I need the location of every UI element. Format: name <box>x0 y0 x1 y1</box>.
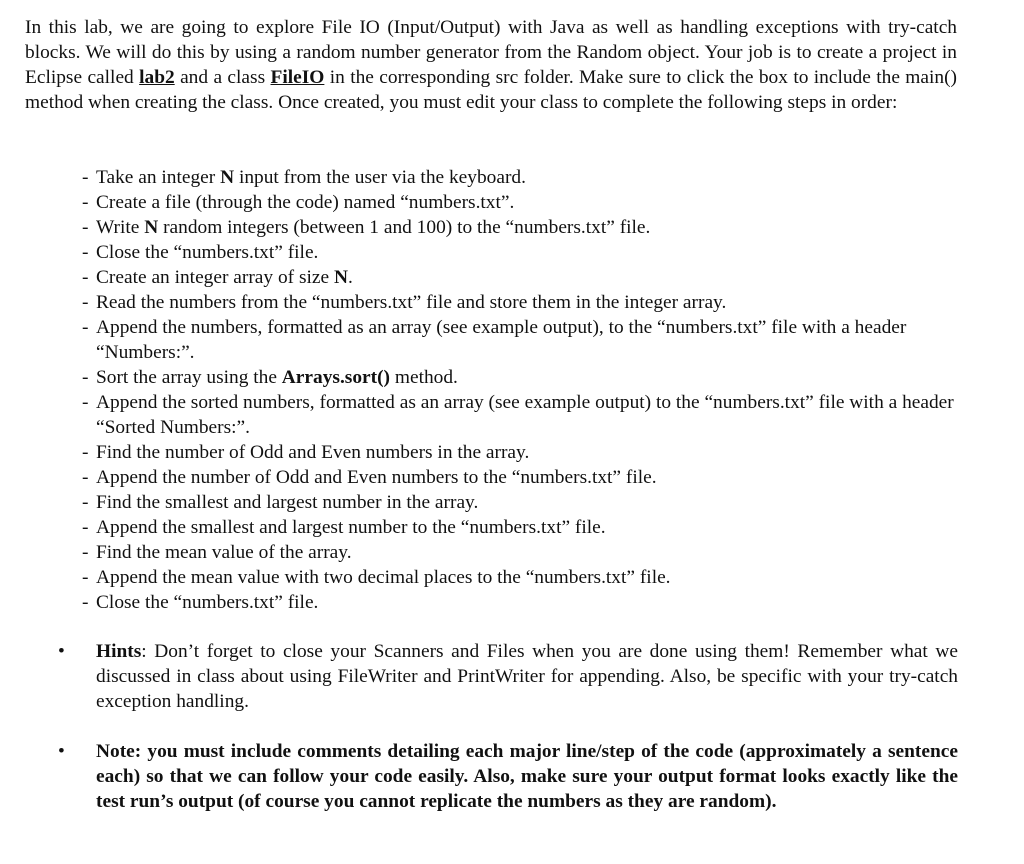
step-item <box>82 465 958 490</box>
step-text: random integers (between 1 and 100) to the “numbers.txt” file. <box>158 217 651 238</box>
dash-marker: - <box>82 517 89 538</box>
step-text: Append the smallest and largest number to the “numbers.txt” file. <box>96 517 606 538</box>
dash-marker: - <box>82 492 89 513</box>
dash-marker: - <box>82 292 89 313</box>
step-item <box>82 165 958 190</box>
intro-paragraph <box>25 15 957 115</box>
note-section <box>58 739 958 814</box>
intro-part1: In this lab, we are going to explore File IO (Input/Output) with Java as well as handling exceptions with try-catch blocks. We will do this by using a random number generator from the Random object. Your job is to create a project in Eclipse called <box>25 17 957 88</box>
step-item <box>82 390 958 440</box>
step-text: . <box>347 267 353 288</box>
step-text: Append the sorted numbers, formatted as an array (see example output) to the “numbers.txt” file with a header “Sorted Numbers:”. <box>96 392 954 438</box>
dash-marker: - <box>82 392 89 413</box>
dash-marker: - <box>82 217 89 238</box>
dash-marker: - <box>82 267 89 288</box>
step-text: Find the number of Odd and Even numbers in the array. <box>96 442 530 463</box>
step-text: Close the “numbers.txt” file. <box>96 242 319 263</box>
note-text: Note: you must include comments detailing each major line/step of the code (approximately a sentence each) so that we can follow your code easily. Also, make sure your output format looks exactly like the test run’s output (of course you cannot replicate the numbers as they are random). <box>96 741 958 812</box>
step-item <box>82 590 958 615</box>
dash-marker: - <box>82 542 89 563</box>
step-text: Append the numbers, formatted as an array (see example output), to the “numbers.txt” file with a header “Numbers:”. <box>96 317 907 363</box>
steps-list <box>82 165 958 615</box>
dash-marker: - <box>82 467 89 488</box>
step-text: Find the smallest and largest number in the array. <box>96 492 479 513</box>
hints-section <box>58 639 958 714</box>
note-item <box>58 739 958 814</box>
step-bold: N <box>220 167 235 188</box>
dash-marker: - <box>82 442 89 463</box>
step-item <box>82 215 958 240</box>
step-text: input from the user via the keyboard. <box>234 167 526 188</box>
step-item <box>82 440 958 465</box>
step-text: Close the “numbers.txt” file. <box>96 592 319 613</box>
dash-marker: - <box>82 567 89 588</box>
bullet-icon: • <box>58 741 65 762</box>
step-text: Append the mean value with two decimal places to the “numbers.txt” file. <box>96 567 671 588</box>
step-item <box>82 240 958 265</box>
step-item <box>82 365 958 390</box>
step-item <box>82 190 958 215</box>
intro-part3: in the corresponding src folder. Make sure to click the box to include the main() method when creating the class. Once created, you must edit your class to complete the following steps in order: <box>25 67 957 113</box>
step-item <box>82 490 958 515</box>
intro-part2: and a class <box>174 67 271 88</box>
step-text: Append the number of Odd and Even numbers to the “numbers.txt” file. <box>96 467 657 488</box>
step-text: Find the mean value of the array. <box>96 542 352 563</box>
dash-marker: - <box>82 592 89 613</box>
step-text: Take an integer <box>96 167 221 188</box>
class-name: FileIO <box>270 67 325 88</box>
step-item <box>82 540 958 565</box>
intro-text <box>25 15 957 115</box>
dash-marker: - <box>82 317 89 338</box>
step-bold: N <box>144 217 159 238</box>
dash-marker: - <box>82 242 89 263</box>
step-text: Create an integer array of size <box>96 267 334 288</box>
dash-marker: - <box>82 192 89 213</box>
step-item <box>82 265 958 290</box>
hints-item <box>58 639 958 714</box>
step-text: Sort the array using the <box>96 367 282 388</box>
step-item <box>82 565 958 590</box>
step-bold: Arrays.sort() <box>281 367 391 388</box>
hints-text: : Don’t forget to close your Scanners and Files when you are done using them! Remember what we discussed in class about using FileWriter and PrintWriter for appending. Also, be specific with your try-catch exception handling. <box>96 641 958 712</box>
bullet-icon: • <box>58 641 65 662</box>
step-item <box>82 515 958 540</box>
step-text: Write <box>96 217 145 238</box>
step-item <box>82 290 958 315</box>
dash-marker: - <box>82 367 89 388</box>
step-text: Read the numbers from the “numbers.txt” file and store them in the integer array. <box>96 292 727 313</box>
project-name: lab2 <box>139 67 175 88</box>
dash-marker: - <box>82 167 89 188</box>
step-text: Create a file (through the code) named “numbers.txt”. <box>96 192 515 213</box>
step-bold: N <box>333 267 348 288</box>
step-text: method. <box>390 367 458 388</box>
hints-label: Hints <box>96 641 142 662</box>
step-item <box>82 315 958 365</box>
